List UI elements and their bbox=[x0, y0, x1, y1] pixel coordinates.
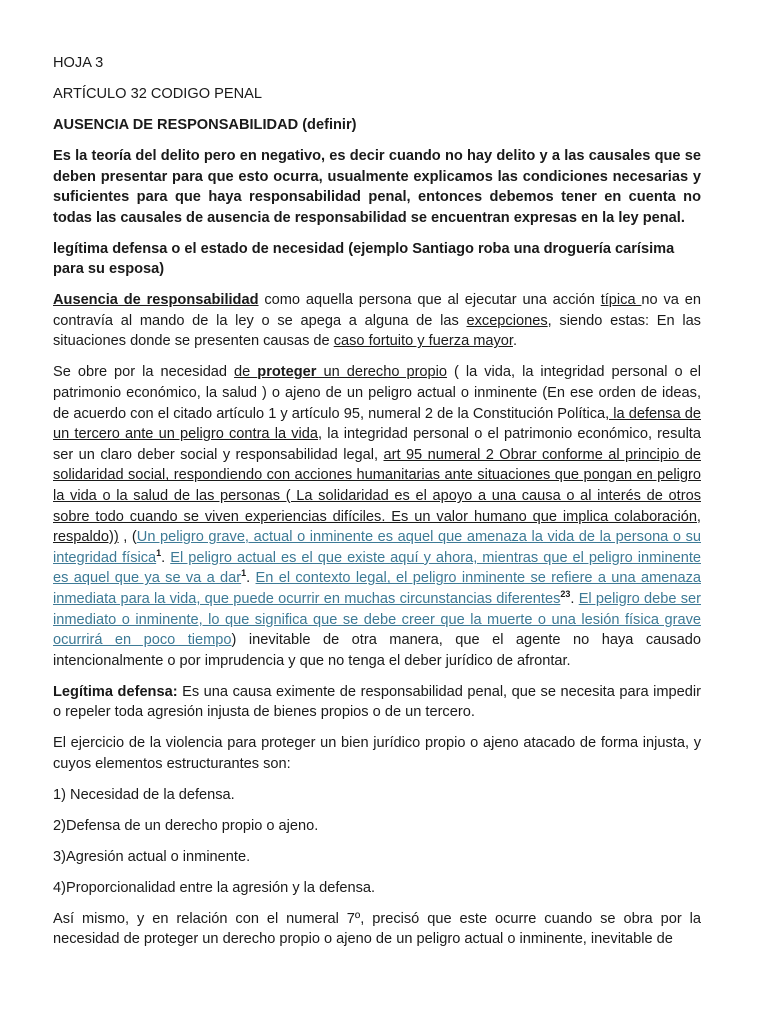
footnote-ref-3[interactable]: 23 bbox=[560, 589, 571, 600]
list-item: 2)Defensa de un derecho propio o ajeno. bbox=[53, 817, 319, 834]
necesidad-underline-4: art 95 numeral 2 Obrar conforme al principio de solidaridad social, respondiendo con acciones humanitarias ante situaciones que pongan en peligro la vida o la salud de las personas ( La solidaridad es el apoyo a una causa o al interés de otros sobre todo cuando se viven experiencias difíciles. Es un valor humano que implica colaboración, respaldo)) bbox=[53, 446, 701, 546]
necesidad-text-8: ) inevitable de otra manera, que el agente no haya causado intencionalmente o por imprudencia y que no tenga el deber jurídico de afrontar. bbox=[53, 632, 701, 669]
necesidad-text-1: Se obre por la necesidad bbox=[53, 364, 235, 381]
citation-link-4[interactable]: El peligro debe ser inmediato o inminente, lo que significa que se debe creer que la muerte o una lesión física grave ocurrirá en poco tiempo bbox=[53, 591, 701, 649]
necesidad-underline-1: de bbox=[234, 364, 258, 381]
definition-term: Ausencia de responsabilidad bbox=[53, 292, 259, 309]
list-item: 3)Agresión actual o inminente. bbox=[53, 848, 251, 865]
footnote-ref-1[interactable]: 1 bbox=[156, 547, 162, 558]
legitima-term: Legítima defensa: bbox=[53, 683, 178, 700]
necesidad-text-5: . bbox=[161, 549, 171, 566]
necesidad-proteger: proteger bbox=[257, 364, 317, 381]
necesidad-underline-2: un derecho propio bbox=[316, 364, 448, 381]
definition-tipica: típica bbox=[600, 292, 642, 309]
closing-paragraph: Así mismo, y en relación con el numeral 7º, precisó que este ocurre cuando se obra por la necesidad de proteger un derecho propio o ajeno de un peligro actual o inminente, inevitable de bbox=[53, 910, 701, 948]
necesidad-text-2: ( la vida, la integridad personal o el patrimonio económico, la salud ) o ajeno de un peligro actual o inminente (En ese orden de ideas, de acuerdo con el citado artículo 1 y artículo 95, numeral 2 de la Constitución Política bbox=[53, 364, 701, 422]
list-item: 1) Necesidad de la defensa. bbox=[53, 786, 235, 803]
definition-text-1: como aquella persona que al ejecutar una acción bbox=[258, 292, 601, 309]
legitima-text: Es una causa eximente de responsabilidad penal, que se necesita para impedir o repeler toda agresión injusta de bienes propios o de un tercero. bbox=[53, 683, 701, 721]
definition-caso-fortuito: caso fortuito y fuerza mayor bbox=[333, 333, 513, 350]
definition-text-3: , siendo estas: En las situaciones donde se presenten causas de bbox=[53, 312, 701, 350]
elements-list bbox=[53, 785, 701, 899]
example-paragraph: legítima defensa o el estado de necesidad (ejemplo Santiago roba una droguería carísima para su esposa) bbox=[53, 240, 675, 278]
necesidad-text-3: , la integridad personal o el patrimonio económico, resulta ser un claro deber social y responsabilidad legal, bbox=[53, 426, 701, 463]
definition-excepciones: excepciones bbox=[466, 312, 548, 329]
necesidad-text-4: , ( bbox=[118, 529, 137, 546]
necesidad-text-7: . bbox=[570, 591, 579, 607]
citation-link-3[interactable]: En el contexto legal, el peligro inminente se refiere a una amenaza inmediata para la vida, que puede ocurrir en muchas circunstancias diferentes bbox=[53, 570, 701, 607]
list-item: 4)Proporcionalidad entre la agresión y la defensa. bbox=[53, 879, 376, 896]
definition-text-4: . bbox=[512, 333, 518, 350]
document-page bbox=[53, 53, 701, 960]
article-label: ARTÍCULO 32 CODIGO PENAL bbox=[53, 85, 262, 102]
citation-link-1[interactable]: Un peligro grave, actual o inminente es aquel que amenaza la vida de la persona o su integridad física bbox=[53, 529, 702, 566]
intro-paragraph: Es la teoría del delito pero en negativo, es decir cuando no hay delito y a las causales que se deben presentar para que esto ocurra, usualmente explicamos las condiciones necesarias y suficientes para que haya responsabilidad penal, entonces debemos tener en cuenta no todas las causales de ausencia de responsabilidad se encuentran expresas en la ley penal. bbox=[53, 147, 701, 226]
footnote-ref-2[interactable]: 1 bbox=[241, 568, 247, 579]
necesidad-underline-3: , la defensa de un tercero ante un peligro contra la vida bbox=[53, 405, 702, 443]
sheet-label: HOJA 3 bbox=[53, 55, 104, 71]
legitima-paragraph bbox=[53, 682, 701, 723]
definition-text-2: no va en contravía al mando de la ley o se apega a alguna de las bbox=[53, 292, 701, 329]
section-heading: AUSENCIA DE RESPONSABILIDAD (definir) bbox=[53, 116, 357, 133]
ejercicio-paragraph: El ejercicio de la violencia para proteger un bien jurídico propio o ajeno atacado de forma injusta, y cuyos elementos estructurantes son: bbox=[53, 735, 701, 772]
necesidad-text-6: . bbox=[246, 570, 256, 587]
citation-link-2[interactable]: El peligro actual es el que existe aquí y ahora, mientras que el peligro inminente es aquel que ya se va a dar bbox=[53, 549, 701, 587]
necesidad-paragraph bbox=[53, 362, 701, 671]
definition-paragraph bbox=[53, 290, 701, 352]
